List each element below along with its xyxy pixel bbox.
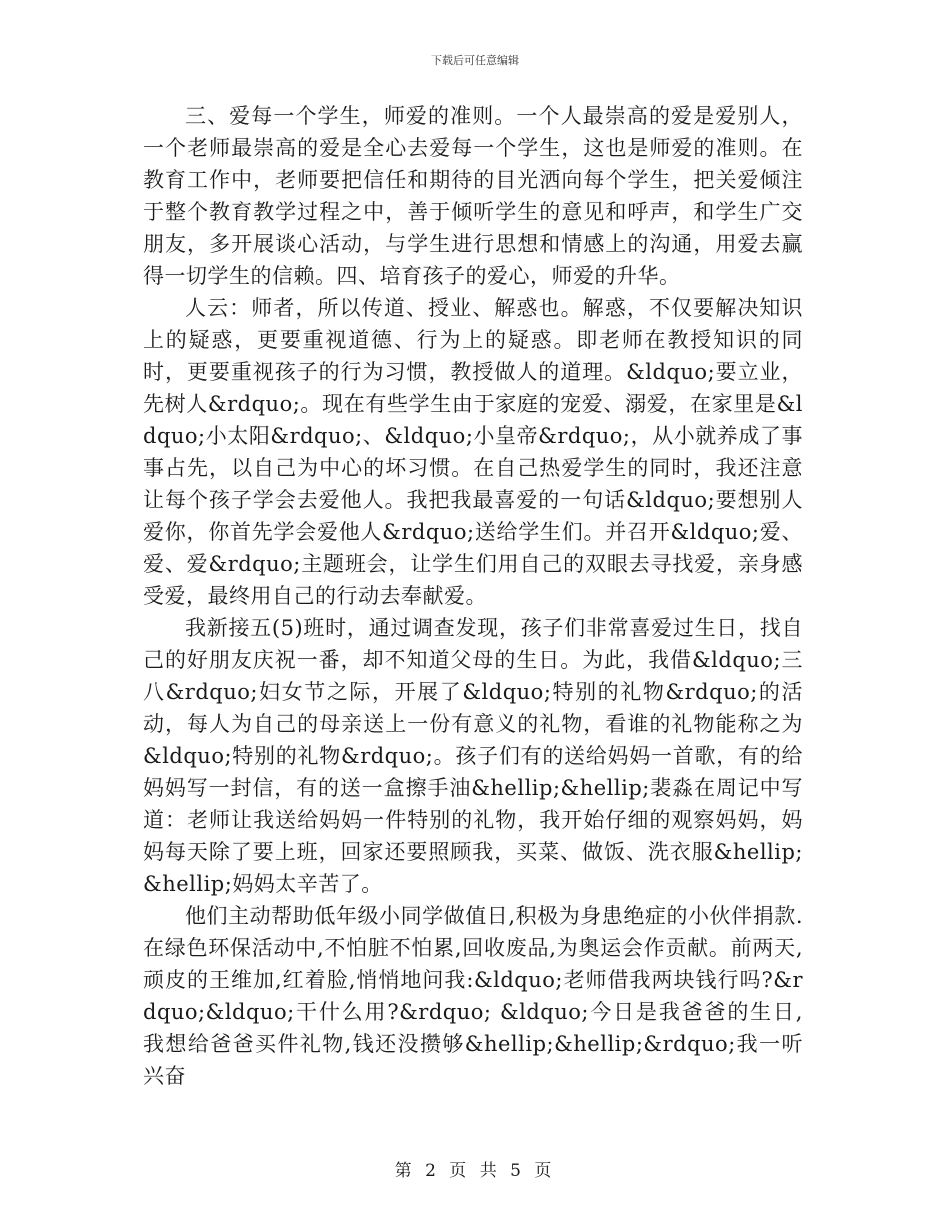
page-number-footer: 第 2 页 共 5 页 — [394, 1161, 556, 1181]
paragraph-4: 他们主动帮助低年级小同学做值日,积极为身患绝症的小伙伴捐款.在绿色环保活动中,不怕脏不怕累,回收废品,为奥运会作贡献。前两天,顽皮的王维加,红着脸,悄悄地问我:&ldquo;老师借我两块钱行吗?&rdquo;&ldquo;干什么用?&rdquo; &ldquo;今日是我爸爸的生日,我想给爸爸买件礼物,钱还没攒够&hellip;&hellip;&rdquo;我一听兴奋 — [143, 904, 803, 1088]
page-header: 下载后可任意编辑 — [431, 54, 519, 67]
paragraph-1: 三、爱每一个学生，师爱的准则。一个人最崇高的爱是爱别人，一个老师最崇高的爱是全心去爱每一个学生，这也是师爱的准则。在教育工作中，老师要把信任和期待的目光洒向每个学生，把关爱倾注于整个教育教学过程之中，善于倾听学生的意见和呼声，和学生广交朋友，多开展谈心活动，与学生进行思想和情感上的沟通，用爱去赢得一切学生的信赖。四、培育孩子的爱心，师爱的升华。 — [143, 104, 803, 288]
paragraph-2: 人云：师者，所以传道、授业、解惑也。解惑，不仅要解决知识上的疑惑，更要重视道德、行为上的疑惑。即老师在教授知识的同时，更要重视孩子的行为习惯，教授做人的道理。&ldquo;要立业，先树人&rdquo;。现在有些学生由于家庭的宠爱、溺爱，在家里是&ldquo;小太阳&rdquo;、&ldquo;小皇帝&rdquo;，从小就养成了事事占先，以自己为中心的坏习惯。在自己热爱学生的同时，我还注意让每个孩子学会去爱他人。我把我最喜爱的一句话&ldquo;要想别人爱你，你首先学会爱他人&rdquo;送给学生们。并召开&ldquo;爱、爱、爱&rdquo;主题班会，让学生们用自己的双眼去寻找爱，亲身感受爱，最终用自己的行动去奉献爱。 — [143, 296, 803, 608]
paragraph-3: 我新接五(5)班时，通过调查发现，孩子们非常喜爱过生日，找自己的好朋友庆祝一番，却不知道父母的生日。为此，我借&ldquo;三八&rdquo;妇女节之际，开展了&ldquo;特别的礼物&rdquo;的活动，每人为自己的母亲送上一份有意义的礼物，看谁的礼物能称之为&ldquo;特别的礼物&rdquo;。孩子们有的送给妈妈一首歌，有的给妈妈写一封信，有的送一盒擦手油&hellip;&hellip;裴淼在周记中写道：老师让我送给妈妈一件特别的礼物，我开始仔细的观察妈妈，妈妈每天除了要上班，回家还要照顾我，买菜、做饭、洗衣服&hellip;&hellip;妈妈太辛苦了。 — [143, 616, 803, 896]
body-text — [143, 100, 803, 1092]
